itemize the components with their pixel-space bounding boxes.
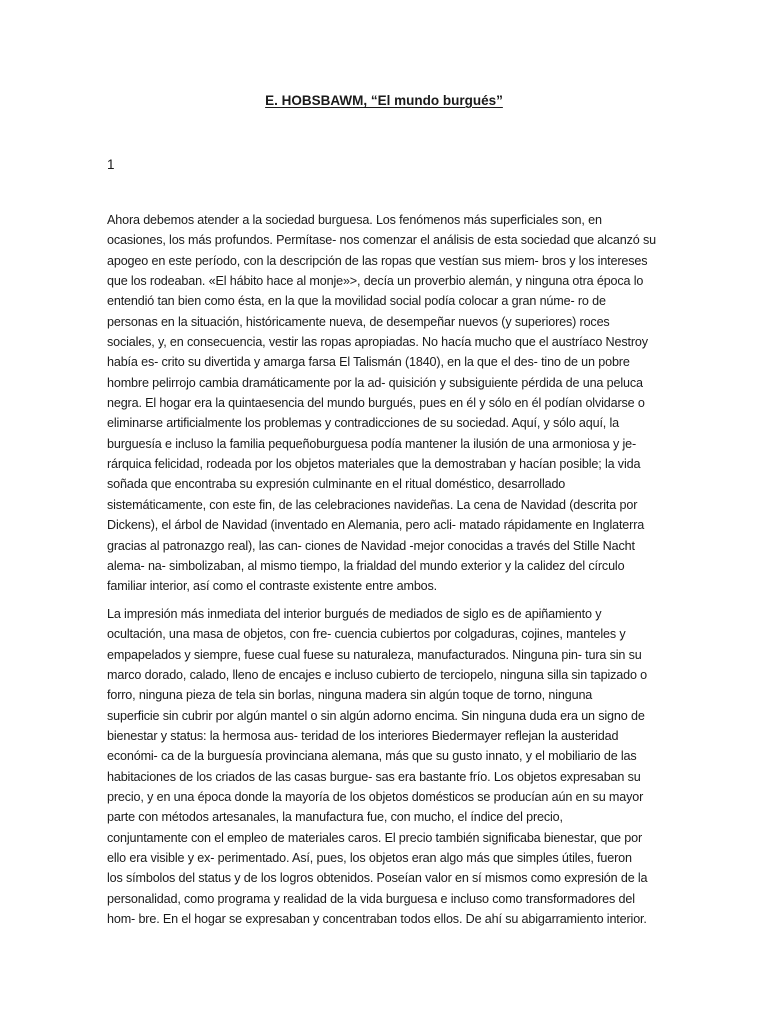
paragraph-line: sociales, y, en consecuencia, vestir las ropas apropiadas. No hacía mucho que el austríaco Nestroy xyxy=(107,335,648,350)
paragraph-line: alema- na- simbolizaban, al mismo tiempo, la frialdad del mundo exterior y la calidez del círculo xyxy=(107,558,625,573)
paragraph-line: superficie sin cubrir por algún mantel o sin algún adorno encima. Sin ninguna duda era un signo de xyxy=(107,708,645,723)
paragraph-line: rárquica felicidad, rodeada por los objetos materiales que la demostraban y hacían posible; la vida xyxy=(107,457,641,472)
paragraph-line: había es- crito su divertida y amarga farsa El Talismán (1840), en la que el des- tino de un pobre xyxy=(107,355,630,370)
paragraph-line: personalidad, como programa y realidad de la vida burguesa e incluso como transformadores del xyxy=(107,891,635,906)
paragraph-line: marco dorado, calado, lleno de encajes e incluso cubierto de terciopelo, ninguna silla sin tapizado o xyxy=(107,668,648,683)
paragraph-line: eliminarse artificialmente los problemas y contradicciones de su sociedad. Aquí, y sólo aquí, la xyxy=(107,416,620,431)
paragraph-line: precio, y en una época donde la mayoría de los objetos domésticos se producían aún en su mayor xyxy=(107,790,644,805)
paragraph-line: entendió tan bien como ésta, en la que la movilidad social podía colocar a gran núme- ro de xyxy=(107,294,606,309)
paragraph-line: conjuntamente con el empleo de materiales caros. El precio también significaba bienestar, que por xyxy=(107,830,642,845)
paragraph-line: gracias al patronazgo real), las can- ciones de Navidad -mejor conocidas a través del Stille Nacht xyxy=(107,538,635,553)
paragraph-line: negra. El hogar era la quintaesencia del mundo burgués, pues en él y sólo en él podían olvidarse o xyxy=(107,396,645,411)
paragraph-line: parte con métodos artesanales, la manufactura fue, con mucho, el índice del precio, xyxy=(107,810,563,825)
paragraph-1 xyxy=(107,210,667,597)
paragraph-line: económi- ca de la burguesía provinciana alemana, más que su gusto innato, y el mobiliario de las xyxy=(107,749,637,764)
paragraph-line: ello era visible y ex- perimentado. Así, pues, los objetos eran algo más que simples útiles, fueron xyxy=(107,851,632,866)
paragraph-line: ocasiones, los más profundos. Permítase- nos comenzar el análisis de esta sociedad que alcanzó su xyxy=(107,233,656,248)
paragraph-line: empapelados y siempre, fuese cual fuese su naturaleza, manufacturados. Ninguna pin- tura sin su xyxy=(107,647,642,662)
section-number: 1 xyxy=(107,157,115,172)
paragraph-line: familiar interior, así como el contraste existente entre ambos. xyxy=(107,579,438,594)
paragraph-line: bienestar y status: la hermosa aus- teridad de los interiores Biedermayer reflejan la austeridad xyxy=(107,729,619,744)
paragraph-line: Dickens), el árbol de Navidad (inventado en Alemania, pero acli- matado rápidamente en Inglaterra xyxy=(107,518,645,533)
paragraph-line: forro, ninguna pieza de tela sin borlas, ninguna madera sin algún toque de torno, ninguna xyxy=(107,688,593,703)
paragraph-2 xyxy=(107,604,667,930)
paragraph-line: que los rodeaban. «El hábito hace al monje»>, decía un proverbio alemán, y ninguna otra época lo xyxy=(107,274,644,289)
paragraph-line: hom- bre. En el hogar se expresaban y concentraban todos ellos. De ahí su abigarramiento interior. xyxy=(107,912,647,927)
paragraph-line: sistemáticamente, con este fin, de las celebraciones navideñas. La cena de Navidad (descrita por xyxy=(107,497,638,512)
paragraph-line: burguesía e incluso la familia pequeñoburguesa podía mantener la ilusión de una armoniosa y je- xyxy=(107,436,637,451)
paragraph-line: los símbolos del status y de los logros obtenidos. Poseían valor en sí mismos como expresión de la xyxy=(107,871,648,886)
paragraph-line: Ahora debemos atender a la sociedad burguesa. Los fenómenos más superficiales son, en xyxy=(107,213,602,227)
paragraph-line: personas en la situación, históricamente nueva, de desempeñar nuevos (y superiores) roces xyxy=(107,314,610,329)
paragraph-line: habitaciones de los criados de las casas burgue- sas era bastante frío. Los objetos expresaban su xyxy=(107,769,641,784)
paragraph-line: soñada que encontraba su expresión culminante en el ritual doméstico, desarrollado xyxy=(107,477,566,492)
paragraph-line: apogeo en este período, con la descripción de las ropas que vestían sus miem- bros y los intereses xyxy=(107,253,648,268)
paragraph-line: hombre pelirrojo cambia dramáticamente por la ad- quisición y subsiguiente pérdida de una peluca xyxy=(107,375,643,390)
document-title: E. HOBSBAWM, “El mundo burgués” xyxy=(265,93,503,108)
paragraph-line: La impresión más inmediata del interior burgués de mediados de siglo es de apiñamiento y xyxy=(107,607,602,621)
paragraph-line: ocultación, una masa de objetos, con fre- cuencia cubiertos por colgaduras, cojines, manteles y xyxy=(107,627,626,642)
